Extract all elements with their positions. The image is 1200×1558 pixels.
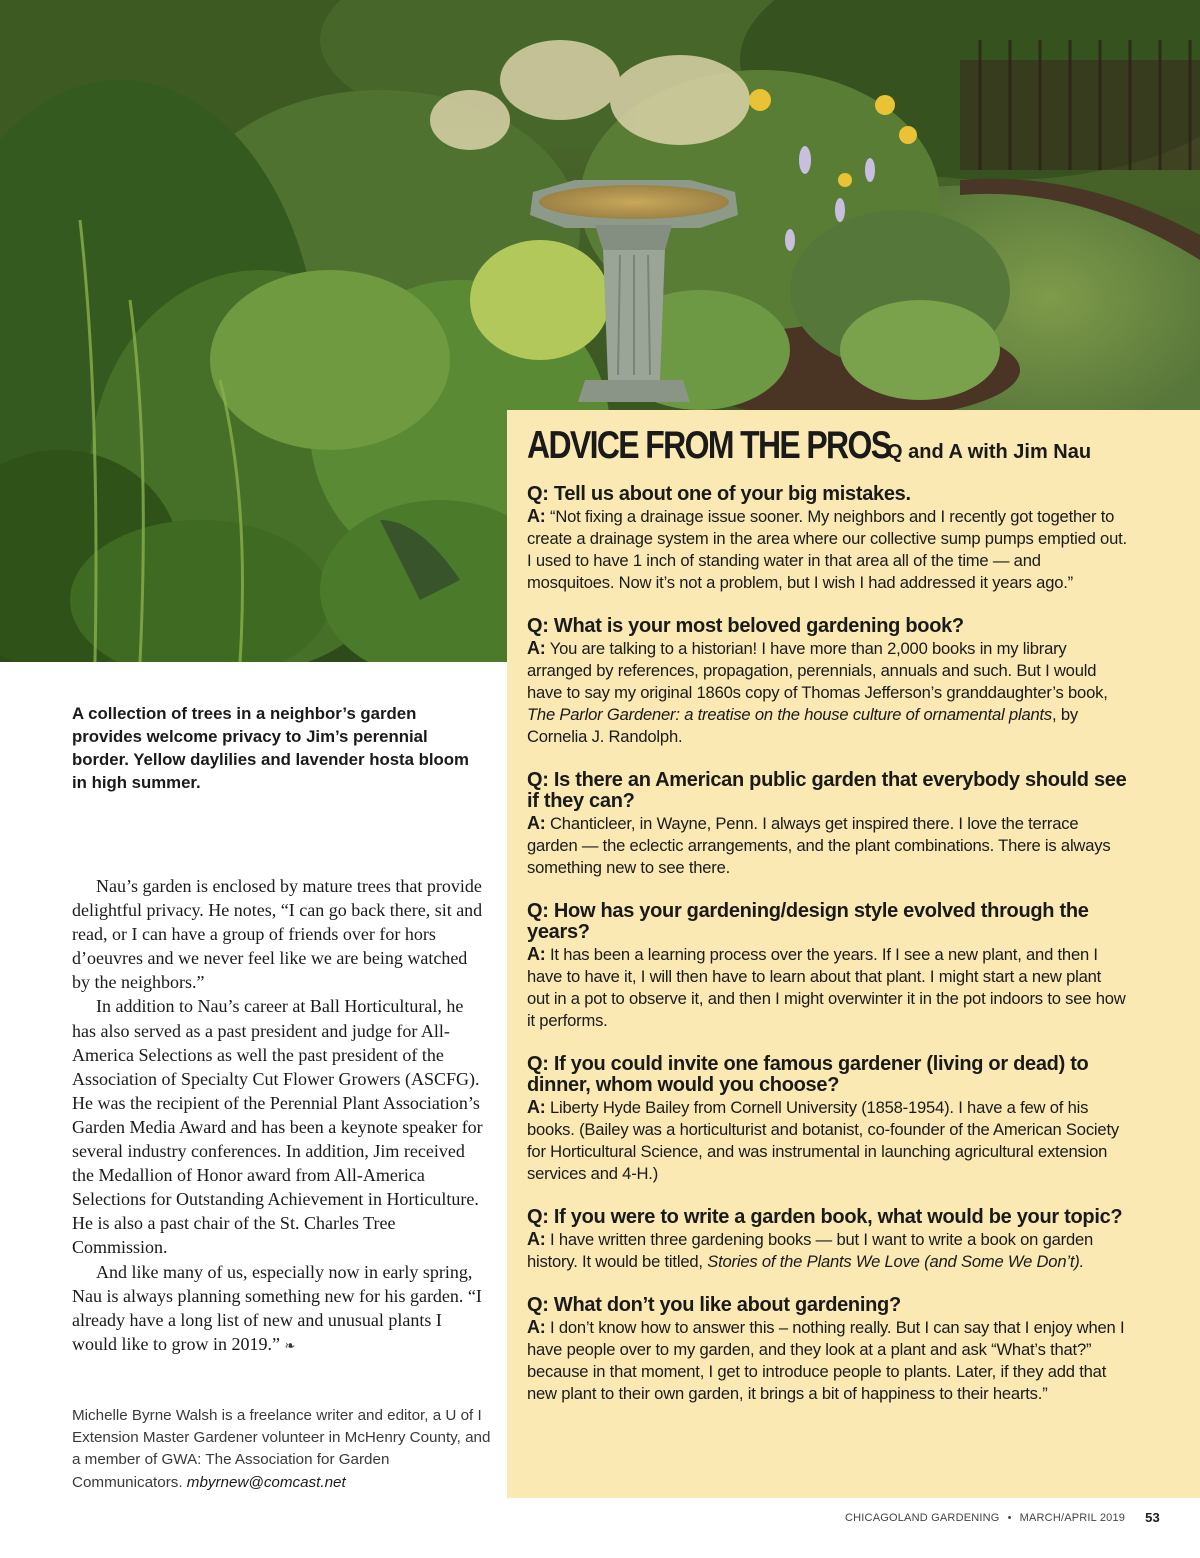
bio-text: Michelle Byrne Walsh is a freelance writer and editor, a U of I Extension Master Gardener volunteer in McHenry County, and a member of GWA: The Association for Garden Communicators.	[72, 1407, 491, 1491]
question-prefix: Q:	[527, 1294, 549, 1316]
answer-prefix: A:	[527, 638, 546, 658]
question-text: If you were to write a garden book, what would be your topic?	[553, 1206, 1123, 1228]
answer-text: I don’t know how to answer this – nothing really. But I can say that I enjoy when I have people over to my garden, and they look at a plant and ask “What’s that?” because in that moment, I get to introduce people to plants. Later, if they add that new plant to their own garden, it brings a bit of happiness to their hearts.”	[527, 1318, 1125, 1403]
question-prefix: Q:	[527, 1206, 549, 1228]
answer-prefix: A:	[527, 1229, 546, 1249]
qa-item	[527, 1054, 1127, 1185]
qa-item	[527, 1295, 1127, 1405]
qa-header	[527, 424, 1127, 468]
answer	[527, 812, 1127, 879]
question-prefix: Q:	[527, 483, 549, 505]
question	[527, 484, 1127, 505]
question	[527, 1295, 1127, 1316]
leaf-end-mark-icon: ❧	[284, 1337, 296, 1353]
answer-text: Chanticleer, in Wayne, Penn. I always get inspired there. I love the terrace garden — the eclectic arrangements, and the plant combinations. There is always something new to see there.	[527, 814, 1111, 877]
question-text: Is there an American public garden that everybody should see if they can?	[527, 769, 1127, 812]
answer-text: Liberty Hyde Bailey from Cornell University (1858-1954). I have a few of his books. (Bailey was a horticulturist and botanist, co-founder of the American Society for Horticultural Science, and was instrumental in launching agricultural extension services and 4-H.)	[527, 1098, 1119, 1183]
qa-content	[527, 424, 1127, 1405]
article-paragraph-text: And like many of us, especially now in early spring, Nau is always planning something new for his garden. “I already have a long list of new and unusual plants I would like to grow in 2019.”	[72, 1261, 482, 1354]
qa-item	[527, 616, 1127, 748]
answer	[527, 637, 1127, 748]
article-paragraph	[72, 1260, 484, 1358]
question-prefix: Q:	[527, 769, 549, 791]
footer-separator: •	[1007, 1511, 1012, 1524]
answer-prefix: A:	[527, 1317, 546, 1337]
answer-prefix: A:	[527, 944, 546, 964]
question-prefix: Q:	[527, 1053, 549, 1075]
answer	[527, 505, 1127, 594]
question	[527, 1207, 1127, 1228]
answer-prefix: A:	[527, 813, 546, 833]
question	[527, 770, 1127, 812]
page-footer	[845, 1510, 1160, 1525]
qa-panel	[507, 410, 1200, 1498]
author-bio	[72, 1405, 492, 1494]
answer-text: “Not fixing a drainage issue sooner. My neighbors and I recently got together to create a drainage system in the area where our collective sump pumps emptied out. I used to have 1 inch of standing water in that area all of the time — and mosquitoes. Now it’s not a problem, but I wish I had addressed it years ago.”	[527, 507, 1127, 592]
photo-caption: A collection of trees in a neighbor’s garden provides welcome privacy to Jim’s perennial border. Yellow daylilies and lavender hosta bloom in high summer.	[72, 704, 469, 792]
answer	[527, 1228, 1127, 1273]
question-text: What is your most beloved gardening book?	[553, 615, 964, 637]
question-prefix: Q:	[527, 900, 549, 922]
qa-item	[527, 1207, 1127, 1273]
article-paragraph: Nau’s garden is enclosed by mature trees that provide delightful privacy. He notes, “I can go back there, sit and read, or I can have a group of friends over for hors d’oeuvres and we never feel like we are being watched by the neighbors.”	[72, 876, 483, 993]
question-prefix: Q:	[527, 615, 549, 637]
qa-item	[527, 770, 1127, 879]
question-text: What don’t you like about gardening?	[553, 1294, 901, 1316]
answer-text: It has been a learning process over the years. If I see a new plant, and then I have to have it, I will then have to learn about that plant. I might start a new plant out in a pot to observe it, and then I might overwinter it in the pot indoors to see how it performs.	[527, 945, 1126, 1030]
publication-name: CHICAGOLAND GARDENING	[845, 1511, 1000, 1524]
answer-prefix: A:	[527, 506, 546, 526]
answer-text-end: , by Cornelia J. Randolph.	[527, 705, 1078, 746]
answer	[527, 943, 1127, 1032]
page-number: 53	[1145, 1510, 1160, 1525]
question	[527, 616, 1127, 637]
qa-title: ADVICE FROM THE PROS	[527, 424, 891, 467]
answer-prefix: A:	[527, 1097, 546, 1117]
qa-item	[527, 901, 1127, 1032]
question	[527, 1054, 1127, 1096]
answer-text: You are talking to a historian! I have more than 2,000 books in my library arranged by references, propagation, perennials, annuals and such. But I would have to say my original 1860s copy of Thomas Jefferson’s granddaughter’s book,	[527, 639, 1108, 702]
article-body	[72, 874, 484, 1358]
article-paragraph: In addition to Nau’s career at Ball Horticultural, he has also served as a past president and judge for All-America Selections as well the past president of the Association of Specialty Cut Flower Growers (ASCFG). He was the recipient of the Perennial Plant Association’s Garden Media Award and has been a keynote speaker for several industry conferences. In addition, Jim received the Medallion of Honor award from All-America Selections for Outstanding Achievement in Horticulture. He is also a past chair of the St. Charles Tree Commission.	[72, 996, 483, 1258]
answer-text: I have written three gardening books — but I want to write a book on garden history. It would be titled,	[527, 1230, 1094, 1271]
question-text: If you could invite one famous gardener (living or dead) to dinner, whom would you choose?	[527, 1053, 1089, 1096]
qa-item	[527, 484, 1127, 594]
author-email-link[interactable]: mbyrnew@comcast.net	[186, 1473, 346, 1491]
issue-date: MARCH/APRIL 2019	[1019, 1511, 1126, 1524]
qa-subtitle: Q and A with Jim Nau	[887, 441, 1092, 463]
book-title: Stories of the Plants We Love (and Some We Don’t).	[707, 1252, 1084, 1271]
book-title: The Parlor Gardener: a treatise on the house culture of ornamental plants	[527, 705, 1053, 724]
question-text: How has your gardening/design style evolved through the years?	[527, 900, 1089, 943]
answer	[527, 1096, 1127, 1185]
question	[527, 901, 1127, 943]
answer	[527, 1316, 1127, 1405]
question-text: Tell us about one of your big mistakes.	[553, 483, 911, 505]
